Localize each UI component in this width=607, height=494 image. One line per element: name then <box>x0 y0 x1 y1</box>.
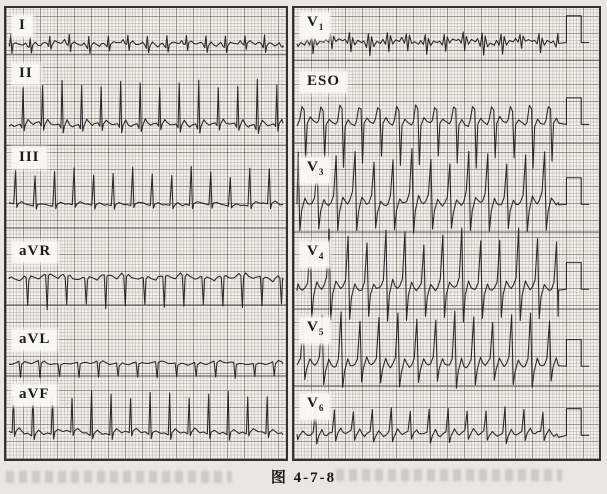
lead-label-text: aVR <box>19 243 52 259</box>
ecg-trace-I <box>9 34 283 54</box>
lead-label-V1 <box>301 13 329 38</box>
lead-label-text: V <box>307 14 319 30</box>
lead-label-subscript: 3 <box>318 167 324 177</box>
lead-label-III <box>13 148 46 168</box>
lead-label-subscript: 5 <box>318 327 324 337</box>
lead-label-text: V <box>307 159 319 175</box>
ecg-panel-chest-leads <box>292 6 601 461</box>
ecg-trace-V4 <box>297 228 589 322</box>
lead-label-aVF <box>13 385 56 405</box>
lead-label-ESO <box>301 72 346 92</box>
ecg-trace-ESO <box>297 98 589 168</box>
ecg-trace-II <box>9 79 283 133</box>
lead-label-I <box>13 16 32 36</box>
ecg-trace-V5 <box>297 311 589 388</box>
lead-label-V5 <box>301 318 329 343</box>
lead-label-V6 <box>301 394 329 419</box>
figure-caption: 图 4-7-8 <box>270 470 337 486</box>
lead-label-subscript: 6 <box>318 403 324 413</box>
lead-label-text: aVL <box>19 331 51 347</box>
lead-label-V4 <box>301 242 329 267</box>
lead-label-text: I <box>19 17 26 33</box>
lead-label-aVR <box>13 242 57 262</box>
ecg-trace-III <box>9 167 283 210</box>
lead-label-subscript: 1 <box>318 22 324 32</box>
ecg-panel-limb-leads <box>4 6 288 461</box>
lead-label-text: II <box>19 65 33 81</box>
lead-label-II <box>13 64 39 84</box>
lead-label-text: ESO <box>307 73 341 89</box>
lead-label-text: V <box>307 395 319 411</box>
ecg-trace-V3 <box>297 149 589 233</box>
lead-label-text: aVF <box>19 386 50 402</box>
lead-label-V3 <box>301 158 329 183</box>
ecg-trace-aVR <box>9 273 283 310</box>
lead-label-aVL <box>13 330 56 350</box>
lead-label-text: V <box>307 243 319 259</box>
lead-label-text: V <box>307 319 319 335</box>
ecg-trace-V1 <box>297 16 589 56</box>
ecg-trace-V6 <box>297 407 589 444</box>
lead-label-subscript: 4 <box>318 251 324 261</box>
lead-label-text: III <box>19 149 40 165</box>
